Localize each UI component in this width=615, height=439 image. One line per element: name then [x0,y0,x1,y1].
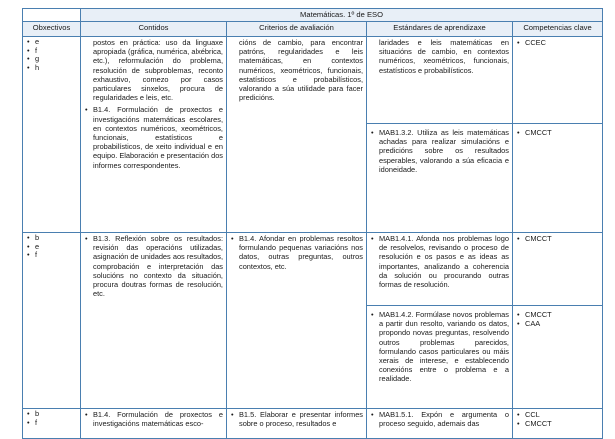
objective-item: • f [26,251,77,260]
title-blank-cell [23,9,81,22]
header-standards: Estándares de aprendizaxe [367,22,513,37]
criteria-cell [227,409,367,439]
standards-cell [367,233,513,409]
competence-item: • CCEC [516,38,599,47]
competence-item: • CMCCT [516,419,599,428]
objective-item: • h [26,64,77,73]
standard-item: • MAB1.5.1. Expón e argumenta o proceso seguido, ademais das [370,410,509,428]
contents-cell [81,409,227,439]
objectives-cell [23,37,81,233]
content-text: postos en práctica: uso da linguaxe apropiada (gráfica, numérica, alxébrica, etc.), reformulación do problema, resolución de subproblemas, reconto exhaustivo, comezo por casos particulares sinxelos, procura de regularidades e leis, etc. [93,38,223,103]
standard-item: • MAB1.4.2. Formúlase novos problemas a partir dun resolto, variando os datos, propondo novas preguntas, resolvendo outros problemas parecidos, formulando casos particulares ou máis xerais de interese, e establecendo conexións entre o problema e a realidade. [370,310,509,384]
criteria-text: cións de cambio, para encontrar patróns, regularidades e leis matemáticas, en contextos numéricos, xeométricos, funcionais, estatísticos e probabilísticos, valorando a súa utilidade para facer predicións. [239,38,363,103]
objective-item: • f [26,419,77,428]
content-item: • B1.3. Reflexión sobre os resultados: revisión das operacións utilizadas, asignación de unidades aos resultados, comprobación e interpretación das solucións no contexto da situación, procura doutras formas de resolución, etc. [84,234,223,298]
table-title-row [23,9,603,22]
competence-item: • CMCCT [516,234,599,243]
objective-item: • e [26,38,77,47]
competence-item: • CCL [516,410,599,419]
standard-item: • MAB1.3.2. Utiliza as leis matemáticas achadas para realizar simulacións e predicións sobre os resultados esperables, valorando a súa eficacia e idoneidade. [370,128,509,174]
standard-text: laridades e leis matemáticas en situacións de cambio, en contextos numéricos, xeométricos, funcionais, estatísticos e probabilísticos. [379,38,509,75]
competence-item: • CAA [516,319,599,328]
table-row [23,409,603,439]
header-objectives: Obxectivos [23,22,81,37]
content-item: • B1.4. Formulación de proxectos e investigacións matemáticas escolares, en contextos numéricos, xeométricos, funcionais, estatísticos e probabilísticos, de xeito individual e en equipo. Elaboración e presentación dos informes correspondentes. [84,105,223,169]
criteria-item: • B1.4. Afondar en problemas resoltos formulando pequenas variacións nos datos, outras preguntas, outros contextos, etc. [230,234,363,271]
competence-item: • CMCCT [516,128,599,137]
objective-item: • b [26,234,77,243]
objective-item: • f [26,47,77,56]
competence-item: • CMCCT [516,310,599,319]
contents-cell [81,233,227,409]
table-row [23,233,603,409]
competences-cell [513,409,603,439]
table-header-row [23,22,603,37]
objective-item: • b [26,410,77,419]
contents-cell [81,37,227,233]
competences-cell [513,233,603,409]
table-title: Matemáticas. 1º de ESO [81,9,603,22]
criteria-cell [227,233,367,409]
standards-cell [367,409,513,439]
table-row [23,37,603,233]
objective-item: • e [26,243,77,252]
objectives-cell [23,409,81,439]
competences-cell [513,37,603,233]
objectives-cell [23,233,81,409]
curriculum-table [22,8,603,439]
header-competences: Competencias clave [513,22,603,37]
objective-item: • g [26,55,77,64]
content-item: • B1.4. Formulación de proxectos e investigacións matemáticas esco- [84,410,223,428]
criteria-item: • B1.5. Elaborar e presentar informes sobre o proceso, resultados e [230,410,363,428]
header-contents: Contidos [81,22,227,37]
standards-cell [367,37,513,233]
criteria-cell [227,37,367,233]
header-criteria: Criterios de avaliación [227,22,367,37]
standard-item: • MAB1.4.1. Afonda nos problemas logo de resolvelos, revisando o proceso de resolución e os pasos e as ideas as importantes, analizando a coherencia da solución ou procurando outras formas de resolución. [370,234,509,289]
